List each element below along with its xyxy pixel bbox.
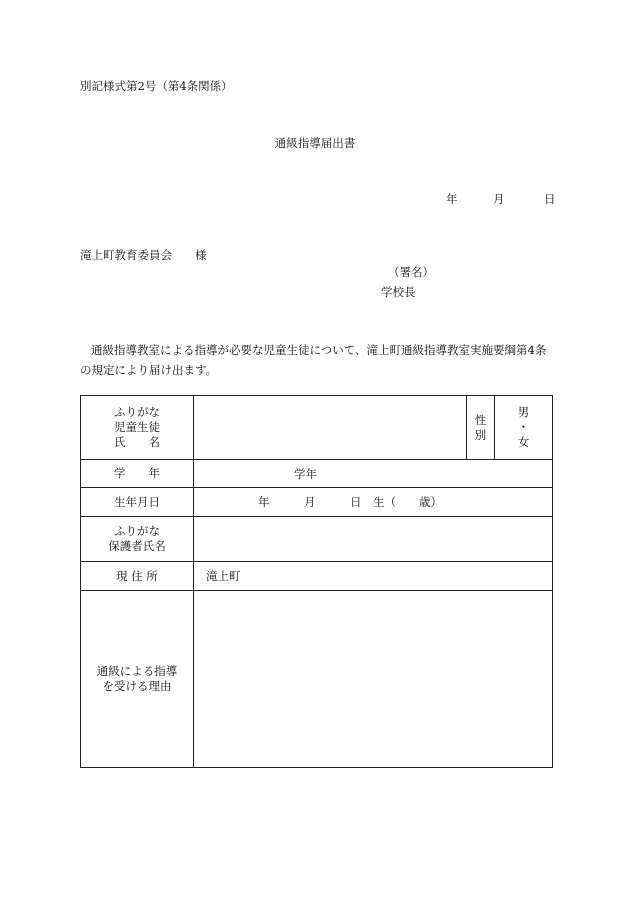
student-name-label-line1: 児童生徒 — [114, 420, 160, 434]
document-title: 通級指導届出書 — [274, 136, 356, 150]
student-name-label-line2: 氏 名 — [114, 435, 160, 449]
sex-label — [467, 396, 495, 460]
date-line — [446, 193, 556, 207]
sex-female-option[interactable]: 女 — [517, 435, 530, 449]
guardian-name-field[interactable] — [194, 517, 553, 562]
date-day: 日 — [544, 192, 556, 206]
birthdate-row — [81, 488, 553, 517]
form-reference: 別記様式第2号（第4条関係） — [80, 79, 233, 93]
sex-separator: ・ — [517, 420, 530, 434]
grade-value: 学年 — [294, 466, 317, 481]
student-name-label — [81, 396, 194, 460]
sex-label-line2: 別 — [474, 427, 487, 442]
guardian-furigana-label: ふりがな — [114, 524, 160, 538]
body-text: 通級指導教室による指導が必要な児童生徒について、滝上町通級指導教室実施要綱第4条の規定により届け出ます。 — [80, 343, 547, 377]
birthdate-value: 年 月 日 生（ 歳） — [258, 495, 442, 509]
notification-form-table — [80, 395, 553, 768]
birthdate-field[interactable] — [194, 488, 553, 517]
address-label: 現 住 所 — [81, 562, 194, 591]
principal-label: 学校長 — [381, 285, 416, 299]
grade-field[interactable] — [194, 460, 553, 488]
reason-label-line1: 通級による指導 — [96, 664, 178, 678]
grade-row — [81, 460, 553, 488]
signature-label: （署名） — [388, 265, 434, 279]
sex-choice[interactable] — [495, 396, 553, 460]
student-name-field[interactable] — [194, 396, 467, 460]
reason-field[interactable] — [194, 591, 553, 768]
sex-label-line1: 性 — [474, 412, 487, 427]
reason-label — [81, 591, 194, 768]
guardian-name-label — [81, 517, 194, 562]
sex-male-option[interactable]: 男 — [517, 405, 530, 419]
address-field[interactable] — [194, 562, 553, 591]
birthdate-label: 生年月日 — [81, 488, 194, 517]
reason-label-line2: を受ける理由 — [102, 679, 172, 693]
student-row — [81, 396, 553, 460]
date-year: 年 — [446, 192, 458, 206]
guardian-name-label-text: 保護者氏名 — [108, 539, 166, 553]
address-value: 滝上町 — [206, 569, 241, 583]
addressee: 滝上町教育委員会 様 — [80, 248, 207, 262]
student-furigana-label: ふりがな — [114, 405, 160, 419]
grade-label: 学 年 — [81, 460, 194, 488]
date-month: 月 — [493, 192, 505, 206]
address-row — [81, 562, 553, 591]
guardian-row — [81, 517, 553, 562]
reason-row — [81, 591, 553, 768]
